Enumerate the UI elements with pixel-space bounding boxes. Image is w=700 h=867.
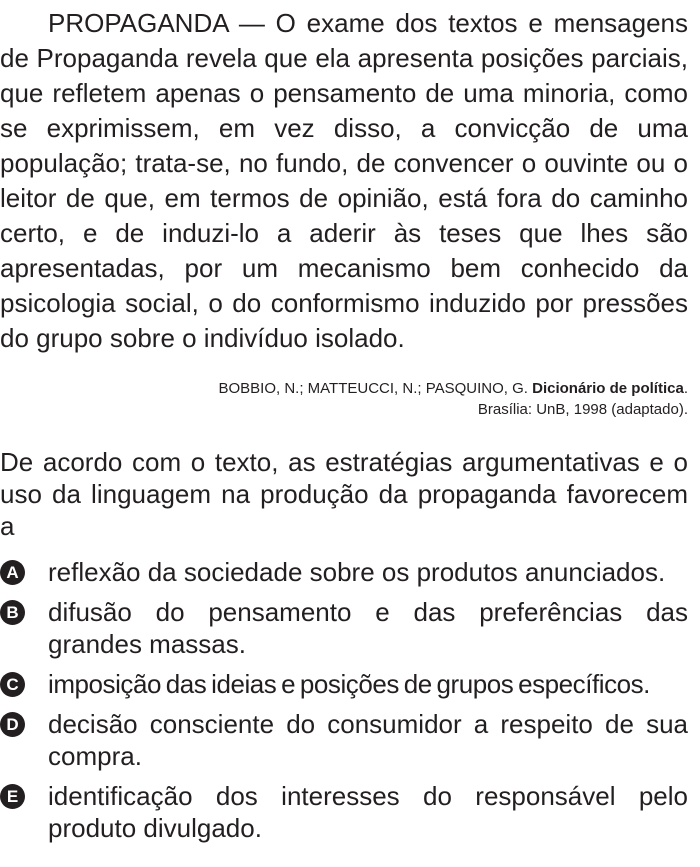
option-c-text: imposição das ideias e posições de grupos específicos. <box>48 669 650 699</box>
passage-text: PROPAGANDA — O exame dos textos e mensagens de Propaganda revela que ela apresenta posições parciais, que refletem apenas o pensamento de uma minoria, como se exprimissem, em vez disso, a convicção de uma população; trata-se, no fundo, de convencer o ouvinte ou o leitor de que, em termos de opinião, está fora do caminho certo, e de induzi-lo a aderir às teses que lhes são apresentadas, por um mecanismo bem conhecido da psicologia social, o do conformismo induzido por pressões do grupo sobre o indivíduo isolado. <box>0 8 688 353</box>
option-e-badge-icon: E <box>0 784 25 809</box>
option-e-text: identificação dos interesses do responsável pelo produto divulgado. <box>48 781 688 843</box>
citation-publication: Brasília: UnB, 1998 (adaptado). <box>477 401 688 418</box>
answer-options <box>0 556 688 844</box>
option-c[interactable] <box>0 668 688 700</box>
citation-line-1: BOBBIO, N.; MATTEUCCI, N.; PASQUINO, G. Dicionário de política. <box>218 380 688 397</box>
option-a[interactable] <box>0 556 688 588</box>
option-b-badge-icon: B <box>0 600 25 625</box>
option-d-badge-icon: D <box>0 712 25 737</box>
citation-book-title: Dicionário de política <box>532 380 684 397</box>
option-a-badge-icon: A <box>0 560 25 585</box>
option-b-text: difusão do pensamento e das preferências das grandes massas. <box>48 597 688 659</box>
option-b[interactable] <box>0 596 688 660</box>
citation <box>0 378 688 420</box>
option-c-badge-icon: C <box>0 672 25 697</box>
option-d-text: decisão consciente do consumidor a respeito de sua compra. <box>48 709 688 771</box>
option-e[interactable] <box>0 780 688 844</box>
citation-authors: BOBBIO, N.; MATTEUCCI, N.; PASQUINO, G. <box>218 380 528 397</box>
question-stem: De acordo com o texto, as estratégias argumentativas e o uso da linguagem na produção da propaganda favorecem a <box>0 447 688 541</box>
option-a-text: reflexão da sociedade sobre os produtos anunciados. <box>48 557 666 587</box>
option-d[interactable] <box>0 708 688 772</box>
